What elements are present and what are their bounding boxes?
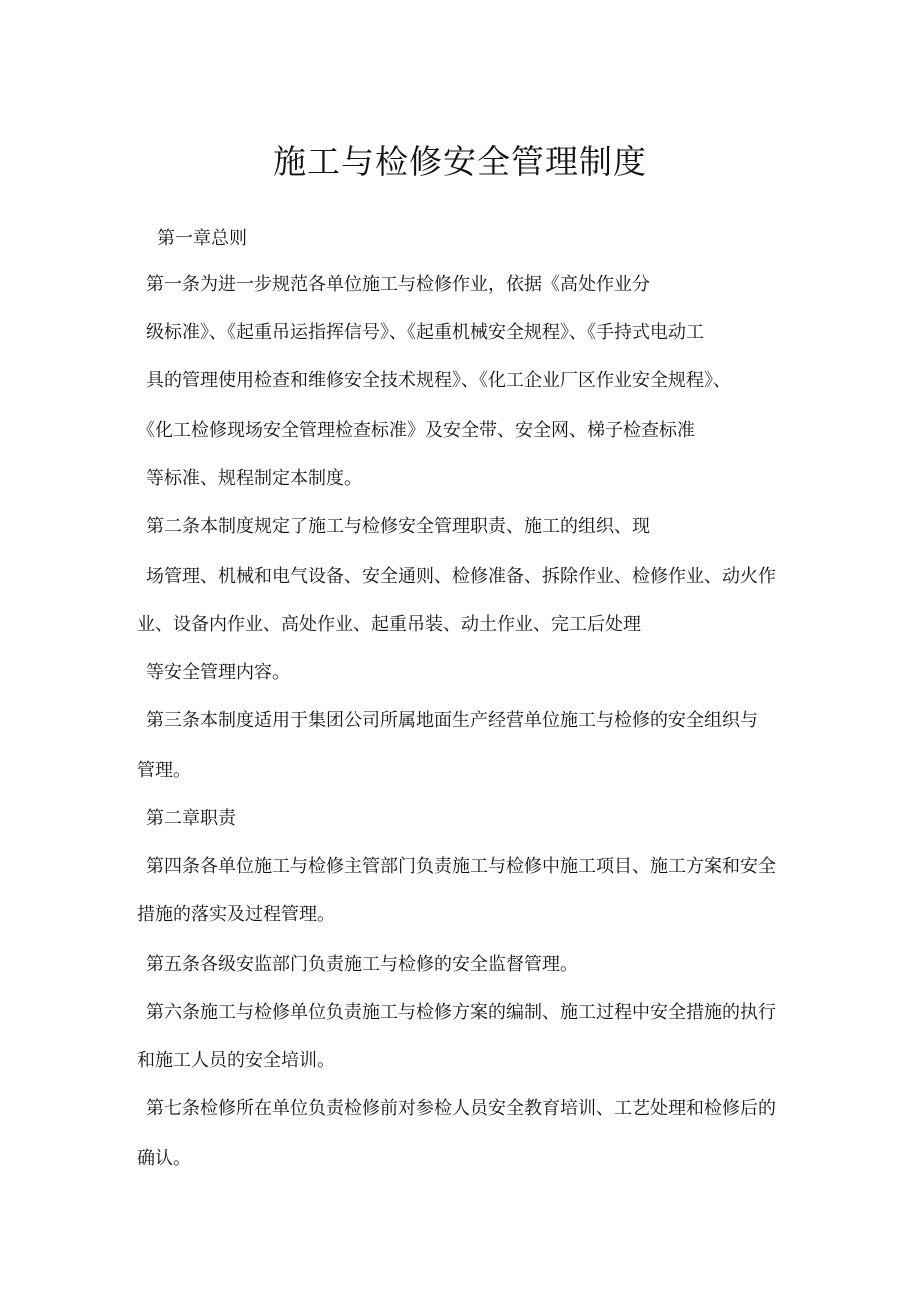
text-line: 第二条本制度规定了施工与检修安全管理职责、施工的组织、现 bbox=[146, 516, 650, 537]
text-line: 措施的落实及过程管理。 bbox=[137, 904, 335, 925]
text-line: 第六条施工与检修单位负责施工与检修方案的编制、施工过程中安全措施的执行 bbox=[146, 1002, 776, 1023]
text-line: 第一条为进一步规范各单位施工与检修作业，依据《高处作业分 bbox=[146, 274, 650, 295]
text-line: 第三条本制度适用于集团公司所属地面生产经营单位施工与检修的安全组织与 bbox=[146, 710, 758, 731]
text-line: 和施工人员的安全培训。 bbox=[137, 1050, 335, 1071]
text-line: 第七条检修所在单位负责检修前对参检人员安全教育培训、工艺处理和检修后的 bbox=[146, 1098, 776, 1119]
text-line: 业、设备内作业、高处作业、起重吊装、动土作业、完工后处理 bbox=[137, 614, 641, 635]
text-line: 管理。 bbox=[137, 760, 191, 781]
text-line: 等标准、规程制定本制度。 bbox=[146, 468, 362, 489]
text-line: 《化工检修现场安全管理检查标准》及安全带、安全网、梯子检查标准 bbox=[137, 420, 695, 441]
text-line: 第四条各单位施工与检修主管部门负责施工与检修中施工项目、施工方案和安全 bbox=[146, 856, 776, 877]
text-line: 确认。 bbox=[137, 1148, 191, 1169]
page-title: 施工与检修安全管理制度 bbox=[273, 142, 647, 181]
text-line: 场管理、机械和电气设备、安全通则、检修准备、拆除作业、检修作业、动火作 bbox=[146, 566, 776, 587]
text-line: 具的管理使用检查和维修安全技术规程》、《化工企业厂区作业安全规程》、 bbox=[146, 370, 731, 391]
text-line: 级标准》、《起重吊运指挥信号》、《起重机械安全规程》、《手持式电动工 bbox=[146, 322, 704, 343]
chapter-heading: 第一章总则 bbox=[157, 228, 247, 249]
text-line: 第五条各级安监部门负责施工与检修的安全监督管理。 bbox=[146, 954, 578, 975]
text-line: 等安全管理内容。 bbox=[146, 662, 290, 683]
chapter-heading: 第二章职责 bbox=[146, 808, 236, 829]
